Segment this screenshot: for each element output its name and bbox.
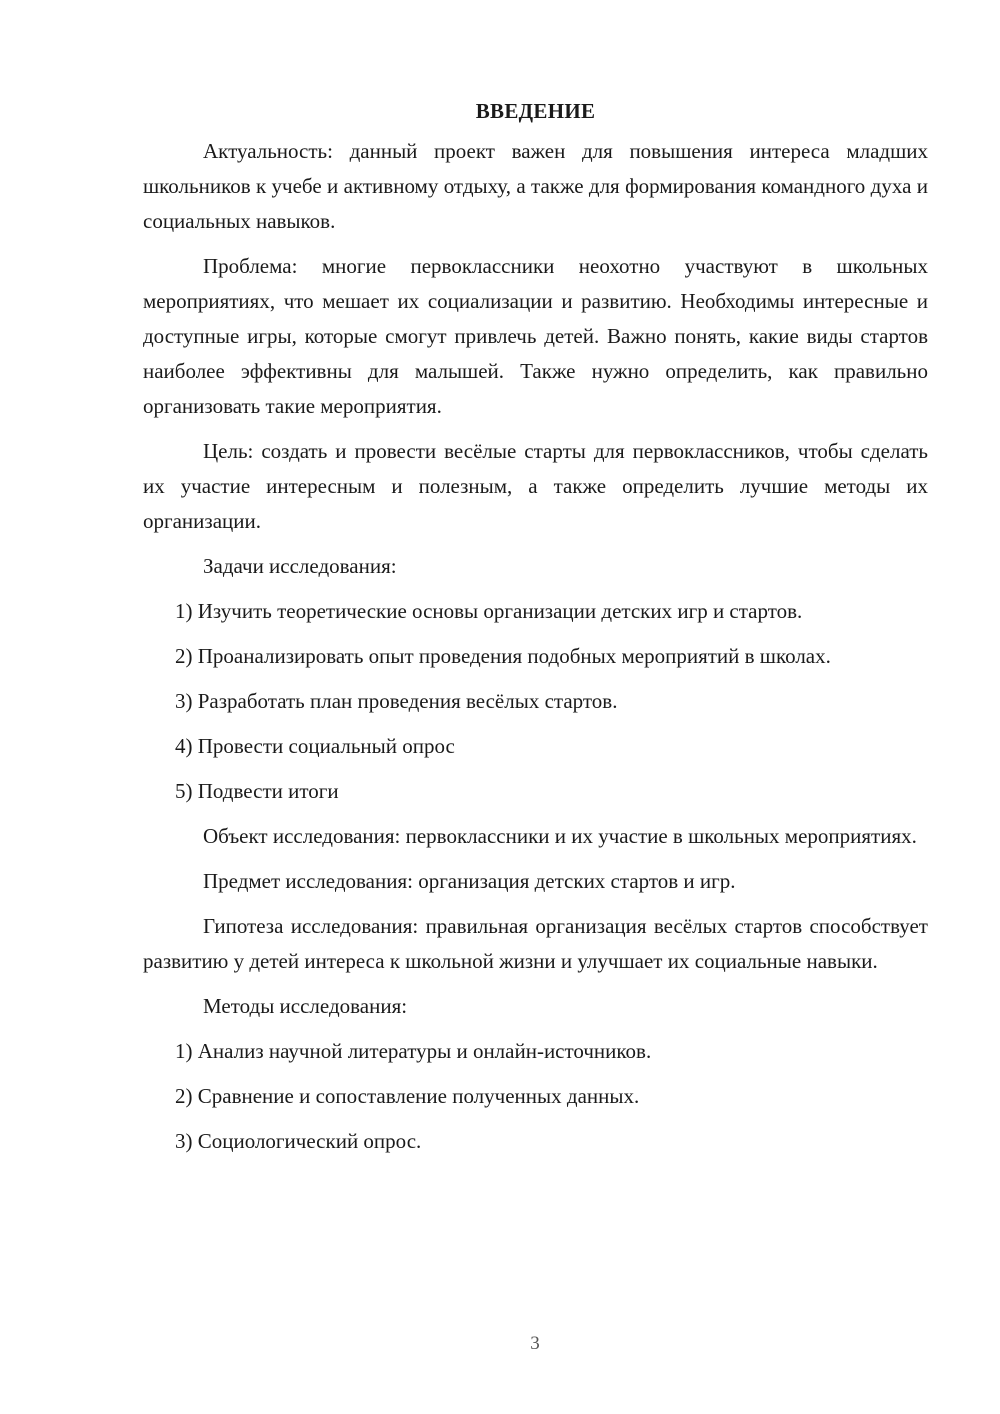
page-title: ВВЕДЕНИЕ <box>475 99 596 123</box>
tasks-heading: Задачи исследования: <box>203 554 397 578</box>
task-item-3: 3) Разработать план проведения весёлых стартов. <box>175 689 618 713</box>
methods-heading: Методы исследования: <box>203 994 408 1018</box>
page-number: 3 <box>530 1333 540 1354</box>
hypothesis-paragraph: Гипотеза исследования: правильная организация весёлых стартов способствует развитию у детей интереса к школьной жизни и улучшает их социальные навыки. <box>143 914 928 973</box>
problem-paragraph: Проблема: многие первоклассники неохотно участвуют в школьных мероприятиях, что мешает их социализации и развитию. Необходимы интересные и доступные игры, которые смогут привлечь детей. Важно понять, какие виды стартов наиболее эффективны для малышей. Также нужно определить, как правильно организовать такие мероприятия. <box>143 254 928 418</box>
task-item-1: 1) Изучить теоретические основы организации детских игр и стартов. <box>175 599 803 623</box>
task-item-4: 4) Провести социальный опрос <box>175 734 455 758</box>
relevance-paragraph: Актуальность: данный проект важен для повышения интереса младших школьников к учебе и активному отдыху, а также для формирования командного духа и социальных навыков. <box>143 139 928 233</box>
task-item-2: 2) Проанализировать опыт проведения подобных мероприятий в школах. <box>175 644 831 668</box>
goal-paragraph: Цель: создать и провести весёлые старты для первоклассников, чтобы сделать их участие интересным и полезным, а также определить лучшие методы их организации. <box>143 439 928 533</box>
subject-paragraph: Предмет исследования: организация детских стартов и игр. <box>203 869 736 893</box>
object-paragraph: Объект исследования: первоклассники и их участие в школьных мероприятиях. <box>203 824 917 848</box>
task-item-5: 5) Подвести итоги <box>175 779 339 803</box>
document-page <box>143 96 928 1169</box>
method-item-1: 1) Анализ научной литературы и онлайн-источников. <box>175 1039 652 1063</box>
method-item-3: 3) Социологический опрос. <box>175 1129 422 1153</box>
method-item-2: 2) Сравнение и сопоставление полученных данных. <box>175 1084 640 1108</box>
